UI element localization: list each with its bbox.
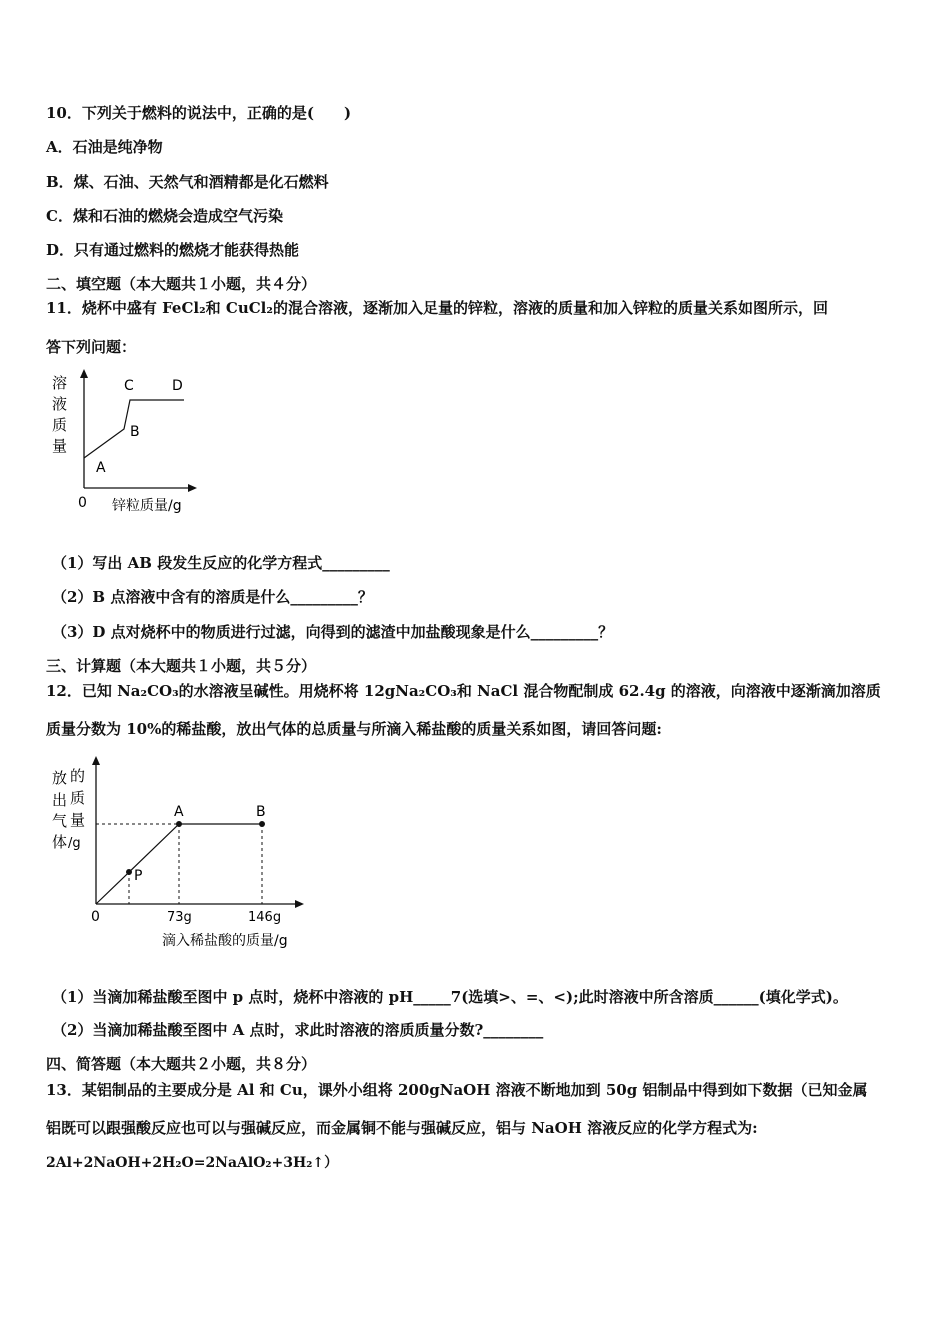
q11-point-d: D (172, 378, 183, 394)
q12-point-a: A (174, 804, 184, 820)
q11-ylabel-4: 量 (52, 437, 68, 455)
q11-xlabel: 锌粒质量/g (112, 498, 182, 514)
q12-stem-line2: 质量分数为 10%的稀盐酸，放出气体的总质量与所滴入稀盐酸的质量关系如图，请回答问题: (46, 720, 662, 738)
q11-stem-line2: 答下列问题： (46, 338, 137, 356)
q12-dot-b (259, 821, 265, 827)
q12-x-arrow (295, 900, 304, 908)
q11-ylabel-1: 溶 (52, 374, 68, 392)
q12-ylabel-c2-3: 量 (70, 811, 86, 829)
q12-dot-a (176, 821, 182, 827)
q12-ylabel-c1-2: 出 (52, 791, 68, 809)
section-3-heading: 三、计算题（本大题共１小题，共５分） (46, 657, 317, 675)
q11-ylabel-2: 液 (52, 395, 68, 413)
q10-option-c: C．煤和石油的燃烧会造成空气污染 (46, 207, 283, 225)
section-4-heading: 四、简答题（本大题共２小题，共８分） (46, 1055, 317, 1073)
section-2-heading: 二、填空题（本大题共１小题，共４分） (46, 275, 317, 293)
q12-ylabel-c1-3: 气 (52, 812, 68, 830)
q13-stem-line2: 铝既可以跟强酸反应也可以与强碱反应，而金属铜不能与强碱反应，铝与 NaOH 溶液反应的化学方程式为: (46, 1119, 758, 1137)
q11-point-a: A (96, 460, 106, 476)
q11-x-arrow (188, 484, 197, 492)
q12-part-1: （1）当滴加稀盐酸至图中 p 点时，烧杯中溶液的 pH_____7(选填>、=、<);此时溶液中所含溶质______(填化学式)。 (52, 988, 848, 1006)
q11-point-c: C (124, 378, 134, 394)
q11-point-b: B (130, 424, 140, 440)
q12-graph (46, 752, 316, 952)
q11-part-1: （1）写出 AB 段发生反应的化学方程式_________ (52, 554, 390, 572)
q10-option-d: D．只有通过燃料的燃烧才能获得热能 (46, 241, 300, 259)
q11-y-arrow (80, 369, 88, 378)
q11-stem-line1: 11．烧杯中盛有 FeCl₂和 CuCl₂的混合溶液，逐渐加入足量的锌粒，溶液的质量和加入锌粒的质量关系如图所示，回 (46, 299, 828, 317)
q12-ylabel-c1-1: 放 (52, 769, 68, 787)
q11-graph (46, 366, 206, 522)
q13-equation: 2Al+2NaOH+2H₂O=2NaAlO₂+3H₂↑） (46, 1155, 339, 1171)
q12-origin: 0 (91, 909, 100, 925)
q12-tick-146: 146g (248, 910, 282, 925)
q12-dot-p (126, 869, 132, 875)
q12-xlabel: 滴入稀盐酸的质量/g (162, 933, 288, 949)
q12-point-b: B (256, 804, 266, 820)
q12-tick-73: 73g (167, 910, 192, 925)
q10-stem: 10．下列关于燃料的说法中，正确的是( ) (46, 104, 352, 122)
q12-point-p: P (134, 868, 143, 884)
q12-ylabel-c2-4: /g (68, 836, 81, 851)
q11-origin: 0 (78, 495, 87, 511)
q12-ylabel-c2-1: 的 (70, 767, 86, 785)
q12-part-2: （2）当滴加稀盐酸至图中 A 点时，求此时溶液的溶质质量分数?________ (52, 1021, 544, 1039)
q12-ylabel-c2-2: 质 (70, 789, 86, 807)
q10-option-b: B．煤、石油、天然气和酒精都是化石燃料 (46, 173, 329, 191)
q12-stem-line1: 12．已知 Na₂CO₃的水溶液呈碱性。用烧杯将 12gNa₂CO₃和 NaCl 混合物配制成 62.4g 的溶液，向溶液中逐渐滴加溶质 (46, 682, 881, 700)
q10-option-a: A．石油是纯净物 (46, 138, 163, 156)
q12-y-arrow (92, 756, 100, 765)
q11-part-3: （3）D 点对烧杯中的物质进行过滤，向得到的滤渣中加盐酸现象是什么_________？ (52, 623, 614, 641)
q11-part-2: （2）B 点溶液中含有的溶质是什么_________？ (52, 588, 373, 606)
q11-ylabel-3: 质 (52, 416, 68, 434)
q13-stem-line1: 13．某铝制品的主要成分是 Al 和 Cu，课外小组将 200gNaOH 溶液不断地加到 50g 铝制品中得到如下数据（已知金属 (46, 1081, 868, 1099)
q12-ylabel-c1-4: 体 (52, 833, 68, 851)
